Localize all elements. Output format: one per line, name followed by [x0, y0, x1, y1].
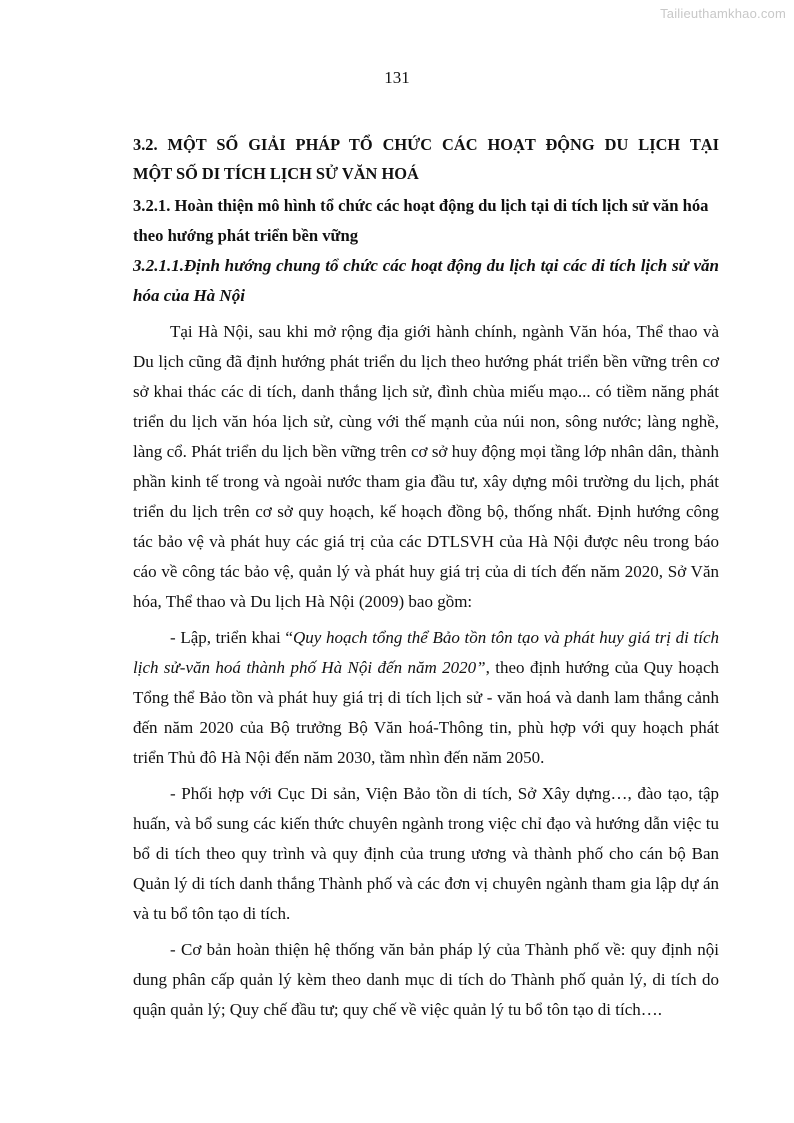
list-item-2: - Phối hợp với Cục Di sản, Viện Bảo tồn di tích, Sở Xây dựng…, đào tạo, tập huấn, và bổ sung các kiến thức chuyên ngành trong việc chỉ đạo và hướng dẫn việc tu bổ di tích theo quy trình và quy định của trung ương và thành phố cho cán bộ Ban Quản lý di tích danh thắng Thành phố và các đơn vị chuyên ngành tham gia lập dự án và tu bổ tôn tạo di tích.	[133, 784, 719, 923]
page-number: 131	[384, 68, 410, 87]
document-body	[133, 130, 719, 1025]
list-item-1-rest: , theo định hướng của Quy hoạch Tổng thể Bảo tồn và phát huy giá trị di tích lịch sử - văn hoá và danh lam thắng cảnh đến năm 2020 của Bộ trưởng Bộ Văn hoá-Thông tin, phù hợp với quy hoạch phát triển Thủ đô Hà Nội đến năm 2030, tầm nhìn đến năm 2050.	[133, 658, 719, 767]
list-item-1-prefix: - Lập, triển khai “	[170, 628, 293, 647]
subsubsection-heading: 3.2.1.1.Định hướng chung tổ chức các hoạt động du lịch tại các di tích lịch sử văn hóa của Hà Nội	[133, 256, 719, 305]
intro-paragraph: Tại Hà Nội, sau khi mở rộng địa giới hành chính, ngành Văn hóa, Thể thao và Du lịch cũng đã định hướng phát triển du lịch theo hướng phát triển bền vững trên cơ sở khai thác các di tích, danh thắng lịch sử, đình chùa miếu mạo... có tiềm năng phát triển du lịch văn hóa lịch sử, cùng với thế mạnh của núi non, sông nước; làng nghề, làng cổ. Phát triển du lịch bền vững trên cơ sở huy động mọi tầng lớp nhân dân, thành phần kinh tế trong và ngoài nước tham gia đầu tư, xây dựng môi trường du lịch, phát triển du lịch trên cơ sở quy hoạch, kế hoạch đồng bộ, thống nhất. Định hướng công tác bảo vệ và phát huy các giá trị của các DTLSVH của Hà Nội được nêu trong báo cáo về công tác bảo vệ, quản lý và phát huy giá trị của di tích đến năm 2020, Sở Văn hóa, Thể thao và Du lịch Hà Nội (2009) bao gồm:	[133, 322, 719, 611]
section-heading-line1: 3.2. MỘT SỐ GIẢI PHÁP TỔ CHỨC CÁC HOẠT ĐỘNG DU LỊCH TẠI	[133, 135, 719, 154]
list-item-1	[133, 623, 719, 773]
subsection-heading: 3.2.1. Hoàn thiện mô hình tổ chức các hoạt động du lịch tại di tích lịch sử văn hóa theo hướng phát triển bền vững	[133, 196, 709, 245]
section-heading	[133, 130, 719, 188]
list-item-1-title: Quy hoạch tổng thể Bảo tồn tôn tạo và phát huy giá trị di tích lịch sử-văn hoá thành phố Hà Nội đến năm 2020”	[133, 628, 719, 677]
list-item-3: - Cơ bản hoàn thiện hệ thống văn bản pháp lý của Thành phố về: quy định nội dung phân cấp quản lý kèm theo danh mục di tích do Thành phố quản lý, di tích do quận quản lý; Quy chế đầu tư; quy chế về việc quản lý tu bổ tôn tạo di tích….	[133, 940, 719, 1019]
watermark: Tailieuthamkhao.com	[660, 6, 786, 21]
section-heading-line2: MỘT SỐ DI TÍCH LỊCH SỬ VĂN HOÁ	[133, 164, 419, 183]
